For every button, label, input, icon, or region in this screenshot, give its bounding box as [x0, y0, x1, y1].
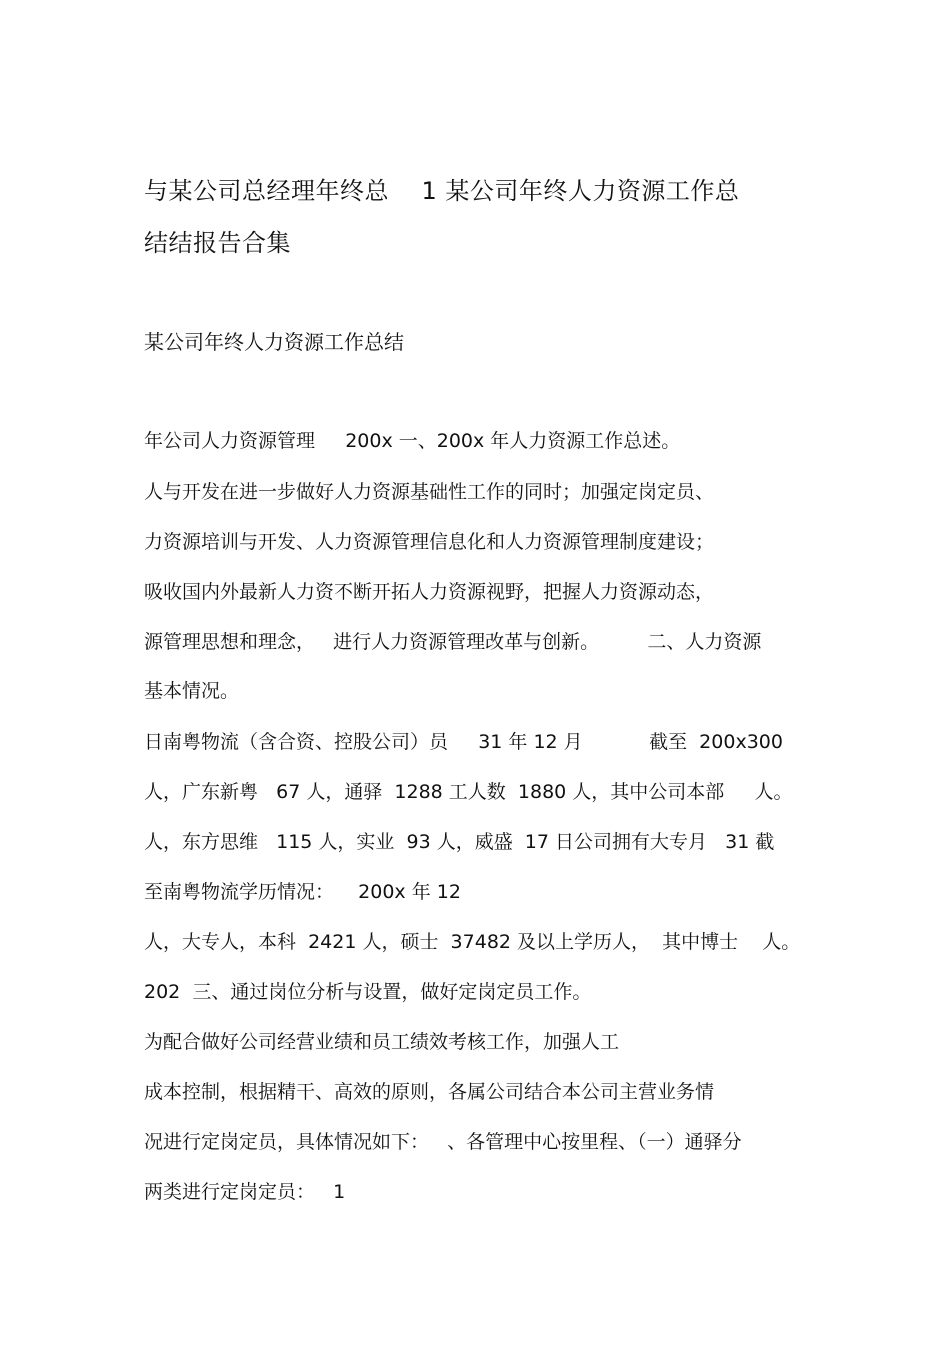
body-line-14: 成本控制，根据精干、高效的原则，各属公司结合本公司主营业务情	[144, 1081, 715, 1103]
body-line-7: 日南粤物流（含合资、控股公司）员 31 年 12 月 截至 200x300	[144, 731, 783, 753]
body-line-16: 两类进行定岗定员： 1	[144, 1181, 346, 1203]
body-line-15: 况进行定岗定员，具体情况如下： 、各管理中心按里程、（一）通驿分	[144, 1131, 742, 1153]
section-heading: 某公司年终人力资源工作总结	[144, 330, 404, 354]
body-line-11: 人，大专人，本科 2421 人，硕士 37482 及以上学历人， 其中博士 人。	[144, 931, 801, 953]
body-line-1: 年公司人力资源管理 200x 一、200x 年人力资源工作总述。	[144, 430, 681, 452]
body-line-2: 人与开发在进一步做好人力资源基础性工作的同时；加强定岗定员、	[144, 481, 715, 503]
document-title-line-2: 结结报告合集	[144, 229, 291, 257]
body-line-8: 人，广东新粤 67 人，通驿 1288 工人数 1880 人，其中公司本部 人。	[144, 781, 793, 803]
body-line-12: 202 三、通过岗位分析与设置，做好定岗定员工作。	[144, 981, 592, 1003]
body-line-4: 吸收国内外最新人力资不断开拓人力资源视野，把握人力资源动态，	[144, 581, 715, 603]
body-line-3: 力资源培训与开发、人力资源管理信息化和人力资源管理制度建设；	[144, 531, 715, 553]
body-line-6: 基本情况。	[144, 680, 240, 702]
body-line-9: 人，东方思维 115 人，实业 93 人，威盛 17 日公司拥有大专月 31 截	[144, 831, 775, 853]
body-line-10: 至南粤物流学历情况： 200x 年 12	[144, 881, 461, 903]
body-line-5: 源管理思想和理念， 进行人力资源管理改革与创新。 二、人力资源	[144, 631, 762, 653]
document-title-line-1: 与某公司总经理年终总 1 某公司年终人力资源工作总	[144, 177, 740, 205]
body-line-13: 为配合做好公司经营业绩和员工绩效考核工作，加强人工	[144, 1031, 620, 1053]
